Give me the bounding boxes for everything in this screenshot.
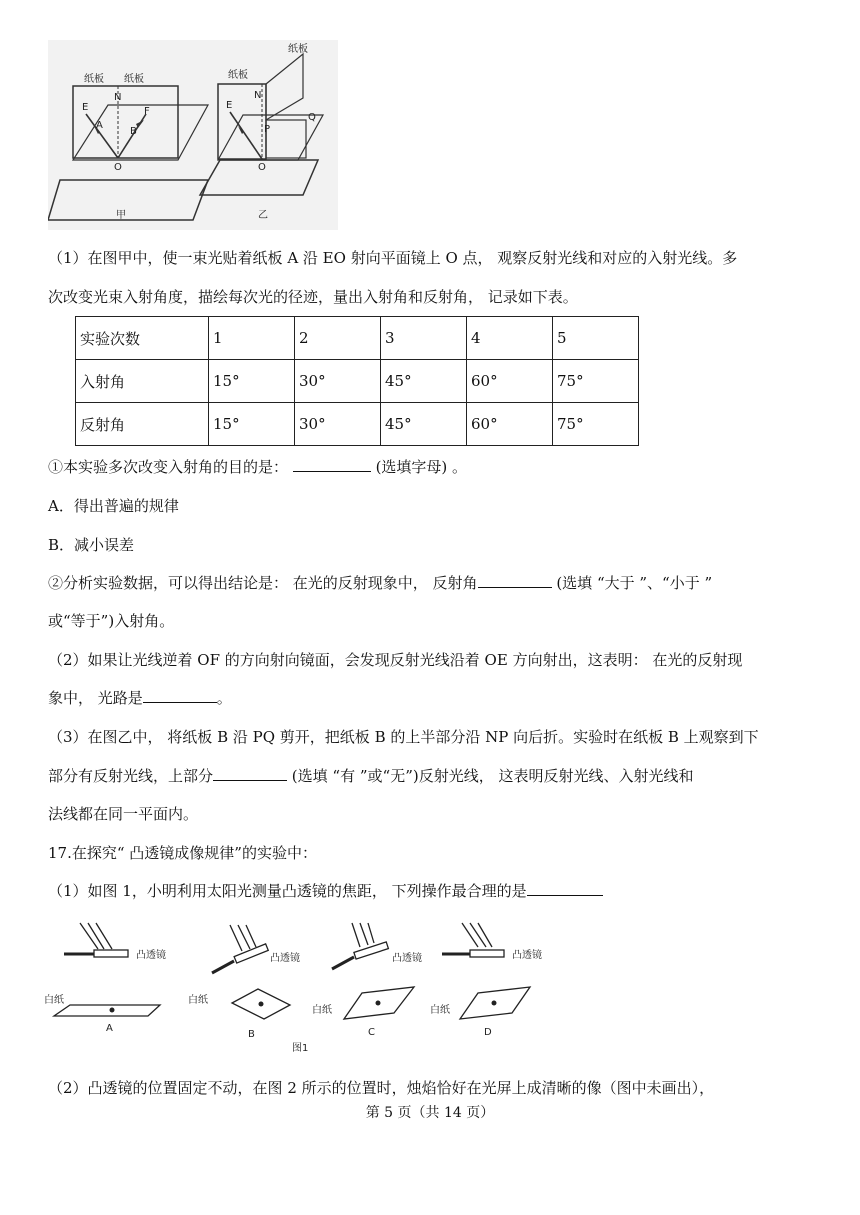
lens-label-b: 凸透镜 [270,953,300,964]
table-cell: 实验次数 [76,317,209,360]
table-cell: 3 [381,317,467,360]
point-e-label-yi: E [226,100,233,111]
table-cell: 1 [209,317,295,360]
paragraph-3-text: 部分有反射光线，上部分 [48,767,214,785]
option-b: B．减小误差 [48,536,135,554]
option-a-label: A [106,1023,113,1034]
option-a: A．得出普遍的规律 [48,497,179,515]
answer-blank-4[interactable] [213,766,287,781]
table-cell: 60° [467,360,553,403]
table-cell: 5 [553,317,639,360]
board-b-label: 纸板 [124,74,144,85]
angle-data-table [75,316,639,446]
lens-focus-figure [42,915,562,1055]
option-d-label: D [484,1027,492,1038]
point-a-label: A [96,120,103,131]
table-cell: 45° [381,403,467,446]
option-c-label: C [368,1027,375,1038]
paragraph-1-line-2: 次改变光束入射角度，描绘每次光的径迹，量出入射角和反射角， 记录如下表。 [48,288,578,306]
paragraph-3-line-1: （3）在图乙中， 将纸板 B 沿 PQ 剪开，把纸板 B 的上半部分沿 NP 向后折。实验时在纸板 B 上观察到下 [48,728,759,746]
question-2-line-2: 或“等于”)入射角。 [48,612,175,630]
figure-1-diagram [42,915,562,1055]
paper-label-d: 白纸 [430,1005,450,1016]
question-1-text: ①本实验多次改变入射角的目的是： [48,458,289,476]
paragraph-1-line-1: （1）在图甲中，使一束光贴着纸板 A 沿 EO 射向平面镜上 O 点， 观察反射光线和对应的入射光线。多 [48,249,738,267]
point-b-label: B [130,126,137,137]
question-1-hint: (选填字母) 。 [375,458,468,476]
reflection-diagram [48,40,338,230]
figure-1-caption: 图1 [292,1043,309,1054]
table-cell: 2 [295,317,381,360]
paper-label-b: 白纸 [188,995,208,1006]
table-cell: 15° [209,360,295,403]
normal-label-yi: N [254,90,262,101]
paragraph-3-line-3: 法线都在同一平面内。 [48,805,199,823]
paragraph-2-text: 象中， 光路是 [48,689,143,707]
table-cell: 75° [553,403,639,446]
paragraph-2-end: 。 [216,689,232,707]
lens-label: 凸透镜 [136,950,166,961]
table-cell: 30° [295,360,381,403]
normal-label: N [114,92,122,103]
option-b-label: B [248,1029,255,1040]
point-o-label: O [114,162,122,173]
point-e-label: E [82,102,89,113]
point-q-label: Q [308,112,316,123]
answer-blank-3[interactable] [143,688,217,703]
answer-blank-5[interactable] [527,881,603,896]
board-a-label: 纸板 [84,74,104,85]
lens-label-c: 凸透镜 [392,953,422,964]
point-p-label: P [264,124,271,135]
question-17-title: 17.在探究“ 凸透镜成像规律”的实验中： [48,844,317,862]
caption-yi: 乙 [258,210,268,221]
table-cell: 60° [467,403,553,446]
table-row [76,317,639,360]
caption-jia: 甲 [116,210,126,221]
paragraph-2-line-2 [48,688,232,708]
table-cell: 30° [295,403,381,446]
reflection-experiment-figure [48,40,338,230]
question-2-text: ②分析实验数据，可以得出结论是： 在光的反射现象中， 反射角 [48,574,478,592]
paragraph-2-line-1: （2）如果让光线逆着 OF 的方向射向镜面，会发现反射光线沿着 OE 方向射出，这表明： 在光的反射现 [48,651,743,669]
table-cell: 反射角 [76,403,209,446]
table-cell: 入射角 [76,360,209,403]
paper-label-c: 白纸 [312,1005,332,1016]
table-cell: 45° [381,360,467,403]
page-footer: 第 5 页（共 14 页） [365,1105,495,1121]
paragraph-3-hint: (选填 “有 ”或“无”)反射光线， 这表明反射光线、入射光线和 [291,767,694,785]
table-row [76,403,639,446]
question-17-part-1 [48,881,603,901]
table-row [76,360,639,403]
question-2-line [48,573,712,593]
question-17-part-1-text: （1）如图 1，小明利用太阳光测量凸透镜的焦距， 下列操作最合理的是 [48,882,527,900]
table-cell: 75° [553,360,639,403]
paragraph-3-line-2 [48,766,693,786]
point-o-label-yi: O [258,162,266,173]
board-b-label-yi: 纸板 [288,44,308,55]
answer-blank-1[interactable] [293,457,371,472]
table-cell: 4 [467,317,553,360]
point-f-label: F [144,106,150,117]
table-cell: 15° [209,403,295,446]
lens-label-d: 凸透镜 [512,950,542,961]
question-2-hint: (选填 “大于 ”、“小于 ” [556,574,713,592]
answer-blank-2[interactable] [478,573,552,588]
board-a-label-yi: 纸板 [228,70,248,81]
question-17-part-2: （2）凸透镜的位置固定不动，在图 2 所示的位置时，烛焰恰好在光屏上成清晰的像（图中未画出）， [48,1079,715,1097]
question-1-line [48,457,467,477]
paper-label: 白纸 [44,995,64,1006]
